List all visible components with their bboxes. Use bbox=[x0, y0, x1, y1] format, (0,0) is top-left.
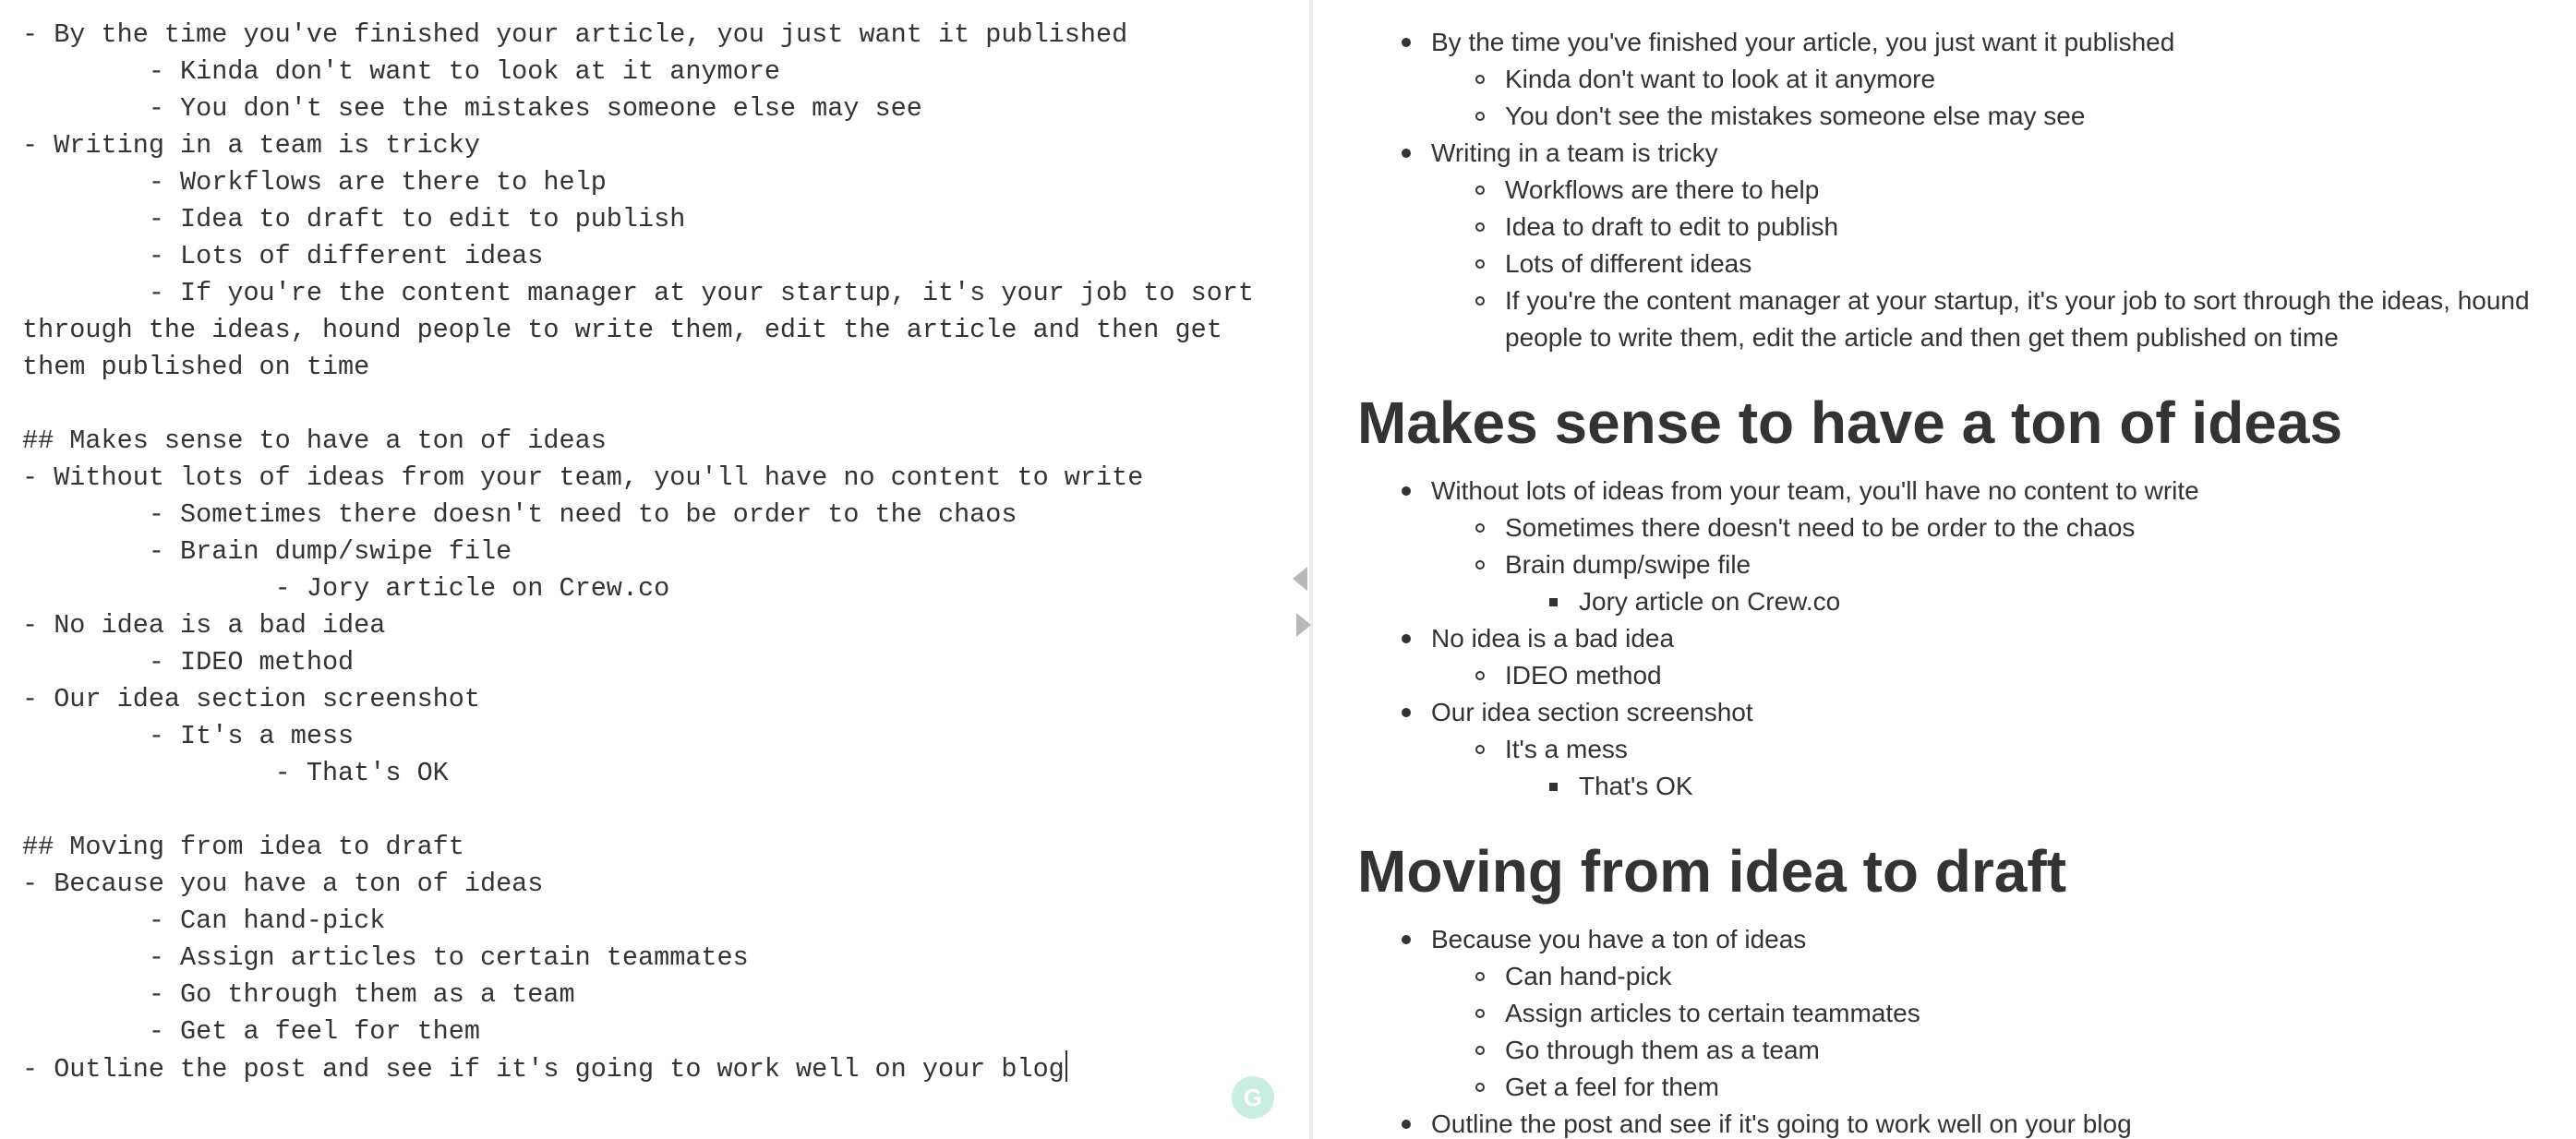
editor-line[interactable]: - Without lots of ideas from your team, you'll have no content to write bbox=[22, 462, 1144, 493]
circle-bullet-icon bbox=[1475, 186, 1485, 195]
list-item-text: IDEO method bbox=[1505, 661, 1662, 689]
editor-text-area[interactable] bbox=[22, 17, 1296, 1087]
circle-bullet-icon bbox=[1475, 1046, 1485, 1055]
list-item bbox=[1579, 583, 1840, 620]
collapse-left-icon[interactable] bbox=[1293, 567, 1307, 591]
square-bullet-icon bbox=[1549, 598, 1558, 606]
editor-line-current[interactable] bbox=[22, 1050, 1296, 1087]
list-item bbox=[1431, 1106, 2132, 1139]
list-item-text: Writing in a team is tricky bbox=[1431, 138, 1718, 167]
section-heading: Makes sense to have a ton of ideas bbox=[1357, 390, 2343, 456]
editor-line[interactable]: - Go through them as a team bbox=[22, 979, 575, 1010]
list-item-text: Workflows are there to help bbox=[1505, 175, 1820, 204]
editor-line[interactable]: through the ideas, hound people to write them, edit the article and then get bbox=[22, 315, 1222, 345]
circle-bullet-icon bbox=[1475, 1083, 1485, 1092]
list-item bbox=[1505, 246, 1751, 282]
editor-line[interactable]: - Assign articles to certain teammates bbox=[22, 942, 749, 973]
circle-bullet-icon bbox=[1475, 523, 1485, 533]
grammarly-icon[interactable]: G bbox=[1232, 1076, 1274, 1119]
list-item bbox=[1505, 995, 1920, 1032]
editor-line[interactable]: - Sometimes there doesn't need to be order to the chaos bbox=[22, 499, 1017, 530]
list-item bbox=[1505, 731, 1628, 768]
text-caret bbox=[1065, 1050, 1067, 1082]
list-item bbox=[1505, 172, 1819, 209]
circle-bullet-icon bbox=[1475, 972, 1485, 981]
list-item bbox=[1505, 958, 1672, 995]
markdown-preview bbox=[1313, 0, 2576, 1139]
circle-bullet-icon bbox=[1475, 222, 1485, 232]
list-item-text: If you're the content manager at your startup, it's your job to sort through the ideas, hound people to write them, edit the article and then get them published on time bbox=[1505, 286, 2530, 352]
list-item-text: Brain dump/swipe file bbox=[1505, 550, 1751, 579]
editor-line[interactable]: ## Makes sense to have a ton of ideas bbox=[22, 426, 607, 456]
editor-line[interactable]: - Brain dump/swipe file bbox=[22, 536, 512, 567]
list-item-text: Jory article on Crew.co bbox=[1579, 587, 1841, 616]
disc-bullet-icon bbox=[1402, 708, 1411, 717]
list-item bbox=[1505, 209, 1838, 246]
editor-line[interactable]: - Workflows are there to help bbox=[22, 167, 607, 198]
circle-bullet-icon bbox=[1475, 75, 1485, 84]
list-item bbox=[1505, 282, 2569, 356]
list-item bbox=[1505, 1069, 1719, 1106]
collapse-right-icon[interactable] bbox=[1296, 613, 1311, 637]
list-item-text: Idea to draft to edit to publish bbox=[1505, 212, 1839, 241]
editor-line[interactable]: - Writing in a team is tricky bbox=[22, 130, 480, 161]
list-item-text: Our idea section screenshot bbox=[1431, 698, 1753, 726]
editor-line[interactable] bbox=[22, 386, 1296, 423]
list-item bbox=[1505, 510, 2135, 546]
circle-bullet-icon bbox=[1475, 671, 1485, 680]
list-item bbox=[1505, 657, 1662, 694]
list-item-text: That's OK bbox=[1579, 772, 1693, 800]
circle-bullet-icon bbox=[1475, 259, 1485, 269]
disc-bullet-icon bbox=[1402, 149, 1411, 158]
list-item bbox=[1431, 921, 1806, 958]
list-item-text: Lots of different ideas bbox=[1505, 249, 1752, 278]
list-item bbox=[1505, 98, 2085, 135]
editor-line[interactable]: - Idea to draft to edit to publish bbox=[22, 204, 686, 234]
editor-line[interactable]: - That's OK bbox=[22, 758, 449, 788]
square-bullet-icon bbox=[1549, 783, 1558, 791]
disc-bullet-icon bbox=[1402, 486, 1411, 496]
editor-line[interactable]: - Can hand-pick bbox=[22, 905, 386, 936]
circle-bullet-icon bbox=[1475, 745, 1485, 754]
list-item-text: Without lots of ideas from your team, you'll have no content to write bbox=[1431, 476, 2199, 505]
editor-line[interactable]: - No idea is a bad idea bbox=[22, 610, 386, 641]
list-item-text: Kinda don't want to look at it anymore bbox=[1505, 65, 1936, 93]
circle-bullet-icon bbox=[1475, 560, 1485, 570]
circle-bullet-icon bbox=[1475, 1009, 1485, 1018]
editor-line-text[interactable]: - Outline the post and see if it's going to work well on your blog bbox=[22, 1054, 1065, 1085]
disc-bullet-icon bbox=[1402, 634, 1411, 643]
editor-line[interactable]: - If you're the content manager at your startup, it's your job to sort bbox=[22, 278, 1255, 308]
list-item-text: Assign articles to certain teammates bbox=[1505, 999, 1920, 1027]
editor-line[interactable] bbox=[22, 792, 1296, 829]
list-item bbox=[1431, 694, 1753, 731]
list-item bbox=[1431, 24, 2174, 61]
editor-line[interactable]: - It's a mess bbox=[22, 721, 355, 751]
editor-line[interactable]: ## Moving from idea to draft bbox=[22, 832, 464, 862]
circle-bullet-icon bbox=[1475, 296, 1485, 306]
list-item-text: You don't see the mistakes someone else may see bbox=[1505, 102, 2086, 130]
editor-line[interactable]: - You don't see the mistakes someone else may see bbox=[22, 93, 922, 124]
disc-bullet-icon bbox=[1402, 1120, 1411, 1129]
list-item bbox=[1505, 546, 1751, 583]
list-item-text: It's a mess bbox=[1505, 735, 1628, 763]
list-item-text: Go through them as a team bbox=[1505, 1036, 1820, 1064]
list-item-text: Get a feel for them bbox=[1505, 1073, 1719, 1101]
list-item bbox=[1431, 620, 1674, 657]
editor-line[interactable]: - By the time you've finished your article, you just want it published bbox=[22, 19, 1128, 50]
editor-line[interactable]: - IDEO method bbox=[22, 647, 355, 677]
section-heading: Moving from idea to draft bbox=[1357, 838, 2066, 905]
disc-bullet-icon bbox=[1402, 935, 1411, 944]
editor-line[interactable]: - Lots of different ideas bbox=[22, 241, 544, 271]
list-item-text: By the time you've finished your article, you just want it published bbox=[1431, 28, 2175, 56]
editor-line[interactable]: - Our idea section screenshot bbox=[22, 684, 480, 714]
editor-line[interactable]: - Because you have a ton of ideas bbox=[22, 869, 544, 899]
list-item-text: Because you have a ton of ideas bbox=[1431, 925, 1807, 953]
editor-line[interactable]: - Jory article on Crew.co bbox=[22, 573, 670, 604]
list-item bbox=[1505, 1032, 1820, 1069]
editor-line[interactable]: - Kinda don't want to look at it anymore bbox=[22, 56, 780, 87]
editor-line[interactable]: - Get a feel for them bbox=[22, 1016, 480, 1047]
list-item bbox=[1431, 135, 1718, 172]
list-item bbox=[1505, 61, 1935, 98]
list-item-text: No idea is a bad idea bbox=[1431, 624, 1675, 653]
list-item-text: Sometimes there doesn't need to be order to the chaos bbox=[1505, 513, 2136, 542]
list-item-text: Outline the post and see if it's going to work well on your blog bbox=[1431, 1109, 2132, 1138]
list-item bbox=[1579, 768, 1693, 805]
list-item bbox=[1431, 473, 2199, 510]
editor-line[interactable]: them published on time bbox=[22, 352, 370, 382]
list-item-text: Can hand-pick bbox=[1505, 962, 1672, 990]
disc-bullet-icon bbox=[1402, 38, 1411, 47]
circle-bullet-icon bbox=[1475, 112, 1485, 121]
